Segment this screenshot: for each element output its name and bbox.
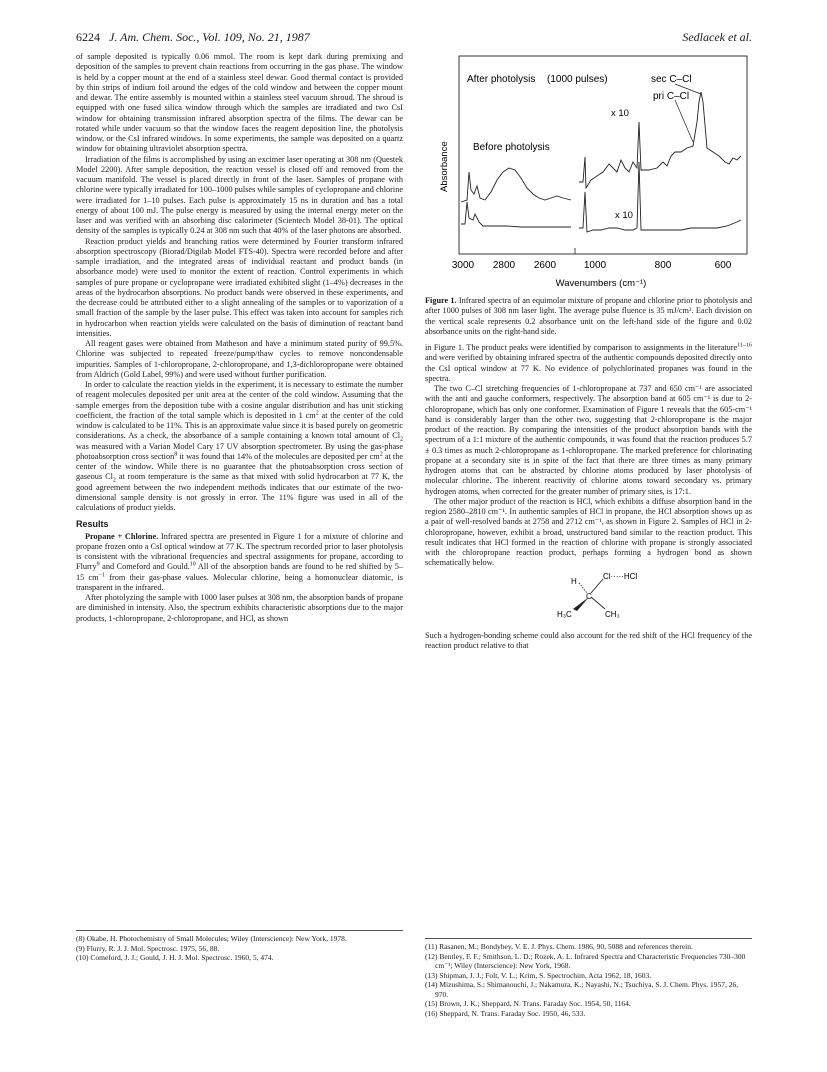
atom-c: C (586, 591, 592, 601)
label-before-photolysis: Before photolysis (473, 142, 550, 153)
footnotes-right (425, 938, 752, 1018)
pri-cl-arrow (675, 100, 693, 142)
citation: 8 (174, 451, 178, 457)
reference-item: (10) Comeford, J. J.; Gould, J. H. J. Mol. Spectrosc. 1960, 5, 474. (76, 953, 274, 962)
runin-heading: Propane + Chlorine. (85, 531, 159, 541)
tick-2600: 2600 (533, 260, 557, 271)
superscript: −1 (98, 571, 105, 578)
structure-drawing (425, 569, 752, 631)
bond-ch3 (591, 597, 605, 609)
citation: 11–16 (737, 342, 752, 349)
bond-cl (591, 579, 603, 593)
text-run: at room temperature is the same as that mixed with solid hydrocarbon at 77 K, the good agreement between the two independent methods indicates that our estimate of the two-dimensional sample density is not grossly in error. The 11% figure was used in all of the calculations of product yields. (76, 472, 403, 512)
label-x10-top: x 10 (611, 108, 629, 119)
text-run: All of the absorption bands are found to be red shifted by 5–15 cm (76, 562, 404, 582)
paragraph: Such a hydrogen-bonding scheme could also account for the red shift of the HCl frequency of the reaction product relative to that (425, 630, 752, 650)
plot-frame (459, 56, 747, 254)
paragraph: After photolyzing the sample with 1000 laser pulses at 308 nm, the absorption bands of propane are diminished in intensity. Also, the spectrum exhibits characteristic absorptions due to the major products, 1-chloropropane, 2-chloropropane, and HCl, as shown (76, 593, 403, 623)
text-run: and were verified by obtaining infrared spectra of the authentic compounds deposited directly onto the CsI optical window at 77 K. No evidence of polychlorinated propanes was found in the spectra. (425, 353, 752, 383)
x-axis-label: Wavenumbers (cm⁻¹) (555, 278, 647, 289)
atom-cl-hcl: Cl·····HCl (603, 571, 638, 581)
caption-text: Infrared spectra of an equimolar mixture of propane and chlorine prior to photolysis and after 1000 pulses of 308 nm laser light. The average pulse fluence is 35 mJ/cm². Each division on the vertical scale represents 0.2 absorbance unit on the left-hand side of the figure and 0.02 absorbance units on the right-hand side. (425, 296, 752, 336)
paragraph (76, 532, 403, 594)
label-x10-bottom: x 10 (615, 210, 633, 221)
paragraph (425, 343, 752, 384)
figure-1-spectra (425, 52, 752, 292)
reference-item: (16) Sheppard, N. Trans. Faraday Soc. 1950, 46, 533. (425, 1008, 586, 1018)
header-authors: Sedlacek et al. (682, 30, 752, 44)
header-citation (76, 30, 310, 45)
paragraph: The other major product of the reaction is HCl, which exhibits a diffuse absorption band in the region 2580–2810 cm⁻¹. In authentic samples of HCl in propane, the HCl absorption shows up as a pair of well-resolved bands at 2758 and 2712 cm⁻¹, as shown in Figure 2. Samples of HCl in 2-chloropropane, however, exhibit a broad, unstructured band similar to the reaction product. This result indicates that HCl formed in the reaction of chlorine with propane is strongly associated with the chloropropane reaction product, perhaps forming a hydrogen bond as shown schematically below. (425, 496, 752, 568)
tick-1000: 1000 (583, 260, 607, 271)
section-heading-results: Results (76, 519, 109, 530)
reference-item: (8) Okabe, H. Photochemistry of Small Molecules; Wiley (Interscience): New York, 1978. (76, 934, 347, 943)
superscript: 2 (379, 451, 383, 457)
tick-600: 600 (714, 260, 732, 271)
text-run: it was found that 14% of the molecules are deposited per cm (177, 451, 380, 461)
caption-label: Figure 1. (425, 296, 457, 305)
paragraph: of sample deposited is typically 0.06 mmol. The room is kept dark during premixing and deposition of the samples to prevent chain reactions from occurring in the gas phase. The window is held by a copper mount at the end of a stainless steel dewar. Good thermal contact is provided by thin strips of indium foil around the edges of the cold window and between the copper mount and dewar. The entire assembly is mounted within a stainless steel vacuum shroud. The shroud is equipped with one fused silica window through which the samples are irradiated and two CsI window for obtaining transmission infrared absorption spectra of the films. The dewar can be rotated while under vacuum so that the window faces the reagent deposition line, the photolysis window, or the CsI infrared windows. In some experiments, the sample was deposited on a quartz window for obtaining ultraviolet absorption spectra. (76, 52, 403, 154)
paragraph: All reagent gases were obtained from Matheson and have a minimum stated purity of 99.5%. Chlorine was subjected to repeated freeze/pump/thaw cycles to remove noncondensable impurities. Samples of 1-chloropropane, 2-chloropropane, and 1,3-dichloropropane were obtained from Aldrich (Gold Label, 99%) and were used without further purification. (76, 339, 403, 379)
y-axis-label: Absorbance (439, 141, 450, 192)
label-sec-ccl: sec C–Cl (651, 74, 692, 85)
group-ch3: CH₃ (605, 609, 620, 619)
left-column (76, 52, 403, 624)
spectra-plot (425, 52, 752, 292)
paragraph (76, 380, 403, 513)
text-run: was measured with a Varian Model Cary 17 UV absorption spectrometer. By using the gas-phase photoabsorption cross section (76, 441, 403, 461)
journal-name: J. Am. Chem. Soc., Vol. 109, No. 21, 1987 (109, 30, 310, 44)
subscript: 2 (400, 436, 403, 443)
tick-2800: 2800 (492, 260, 516, 271)
superscript: 2 (315, 410, 319, 416)
before-photolysis-trace-left (461, 202, 571, 227)
subscript: 2 (112, 477, 116, 484)
text-run: at the center of the window. While there is no guarantee that the photoabsorption cross section of gaseous Cl (76, 451, 403, 482)
before-photolysis-trace-right (579, 162, 741, 232)
group-h3c: H₃C (557, 609, 572, 619)
text-run: from their gas-phase values. Molecular chlorine, being a homonuclear diatomic, is transparent in the infrared. (76, 572, 403, 592)
text-run: In order to calculate the reaction yields in the experiment, it is necessary to estimate the number of reagent molecules deposited per unit area at the center of the cold window. Assuming that the sample emerges from the deposition tube with a cosine angular distribution and has unit sticking coefficient, the fraction of the total sample which is deposited in 1 cm (76, 380, 403, 420)
text-run: at the center of the cold window is calculated to be 11%. This is an approximate value since it is based purely on geometric considerations. As a check, the absorbance of a sample containing a known total amount of Cl (76, 410, 403, 441)
text-run: in Figure 1. The product peaks were identified by comparison to assignments in the literature (425, 343, 738, 352)
text-run: and Comeford and Gould. (99, 562, 190, 572)
citation: 9 (96, 561, 100, 568)
reference-item: (15) Brown, J. K.; Sheppard, N. Trans. Faraday Soc. 1954, 50, 1164. (425, 999, 631, 1008)
paragraph: Irradiation of the films is accomplished by using an excimer laser operating at 308 nm (Questek Model 2200). After sample deposition, the reaction vessel is closed off and removed from the vacuum manifold. The vessel is placed directly in front of the laser. Samples of propane with chlorine were typically irradiated for 100–1000 pulses while samples of cyclopropane and chlorine were irradiated for 1–10 pulses. Each pulse is approximately 15 ns in duration and has a total energy of about 100 mJ. The pulse energy is measured by using the internal energy meter on the laser and was verified with an absorbing disc calorimeter (Scientech Model 38-01). The optical density of the samples is typically 0.24 at 308 nm such that 40% of the laser photons are absorbed. (76, 154, 403, 236)
page-number: 6224 (76, 30, 100, 44)
after-photolysis-trace-right (579, 92, 741, 188)
right-column (425, 52, 752, 651)
reference-item: (11) Rasanen, M.; Bondybey, V. E. J. Phys. Chem. 1986, 90, 5088 and references therein. (425, 942, 693, 951)
tick-800: 800 (654, 260, 672, 271)
figure-caption (425, 296, 752, 337)
reference-item: (12) Bentley, F. F.; Smithson, L. D.; Rozek, A. L. Infrared Spectra and Characteristic Frequencies 730–300 cm⁻¹; Wiley (Interscience): New York, 1968. (425, 951, 746, 970)
tick-3000: 3000 (451, 260, 475, 271)
after-photolysis-trace-left (461, 168, 571, 202)
footnotes-left (76, 930, 403, 963)
text-run: Infrared spectra are presented in Figure 1 for a mixture of chlorine and propane frozen onto a CsI optical window at 77 K. The spectrum recorded prior to laser photolysis is consistent with the vibrational frequencies and spectral assignments for propane, according to Flurry (76, 531, 403, 572)
citation: 10 (189, 561, 196, 568)
reference-item: (9) Flurry, R. J. J. Mol. Spectrosc. 1975, 56, 88. (76, 943, 220, 953)
label-pulses: (1000 pulses) (547, 74, 608, 85)
atom-h: H (571, 576, 577, 586)
label-pri-ccl: pri C–Cl (653, 91, 690, 102)
paragraph: The two C–Cl stretching frequencies of 1-chloropropane at 737 and 650 cm⁻¹ are associated with the anti and gauche conformers, respectively. The absorption band at 605 cm⁻¹ is due to 2-chloropropane, which has only one conformer. Examination of Figure 1 reveals that the 605-cm⁻¹ band is considerably larger than the other two, suggesting that 2-chloropropane is the major product of the reaction. By comparing the intensities of the product absorption bands with the spectrum of a 1:1 mixture of the authentic compounds, it was found that the reaction produces 5.7 ± 0.3 times as much 2-chloropropane as 1-chloropropane. The marked preference for chlorinating propane at a secondary site is in spite of the fact that there are three times as many primary hydrogen atoms that can be abstracted by chlorine atoms produced by laser photolysis of molecular chlorine. The inherent reactivity of chlorine atoms toward secondary vs. primary hydrogen atoms, when corrected for the greater number of primary sites, is 17:1. (425, 384, 752, 496)
reference-item: (13) Shipman, J. J.; Folt, V. L.; Krim, S. Spectrochim. Acta 1962, 18, 1603. (425, 970, 652, 980)
paragraph: Reaction product yields and branching ratios were determined by Fourier transform infrared absorption spectroscopy (Biorad/Digilab Model FTS-40). Spectra were recorded before and after sample irradiation, and the integrated areas of individual reactant and product bands (in absorbance mode) were used to monitor the extent of reaction. Control experiments in which samples of pure propane or cyclopropane were irradiated exhibited slight (1–4%) decreases in the areas of the hydrocarbon absorptions. No product bands were observed in these experiments, and the decrease could be attributed either to a slight annealing of the samples or to vaporization of a small fraction of the sample by the laser pulse. This effect was taken into account for samples rich in hydrocarbon when reaction yields were calculated on the basis of diminution of reactant band intensities. (76, 236, 403, 338)
hydrogen-bond-structure (425, 569, 752, 631)
reference-item: (14) Mizushima, S.; Shimanouchi, J.; Nakamura, K.; Nayashi, N.; Tsuchiya, S. J. Chem. Phys. 1957, 26, 970. (425, 980, 739, 999)
label-after-photolysis: After photolysis (467, 74, 536, 85)
page-header (76, 30, 752, 46)
